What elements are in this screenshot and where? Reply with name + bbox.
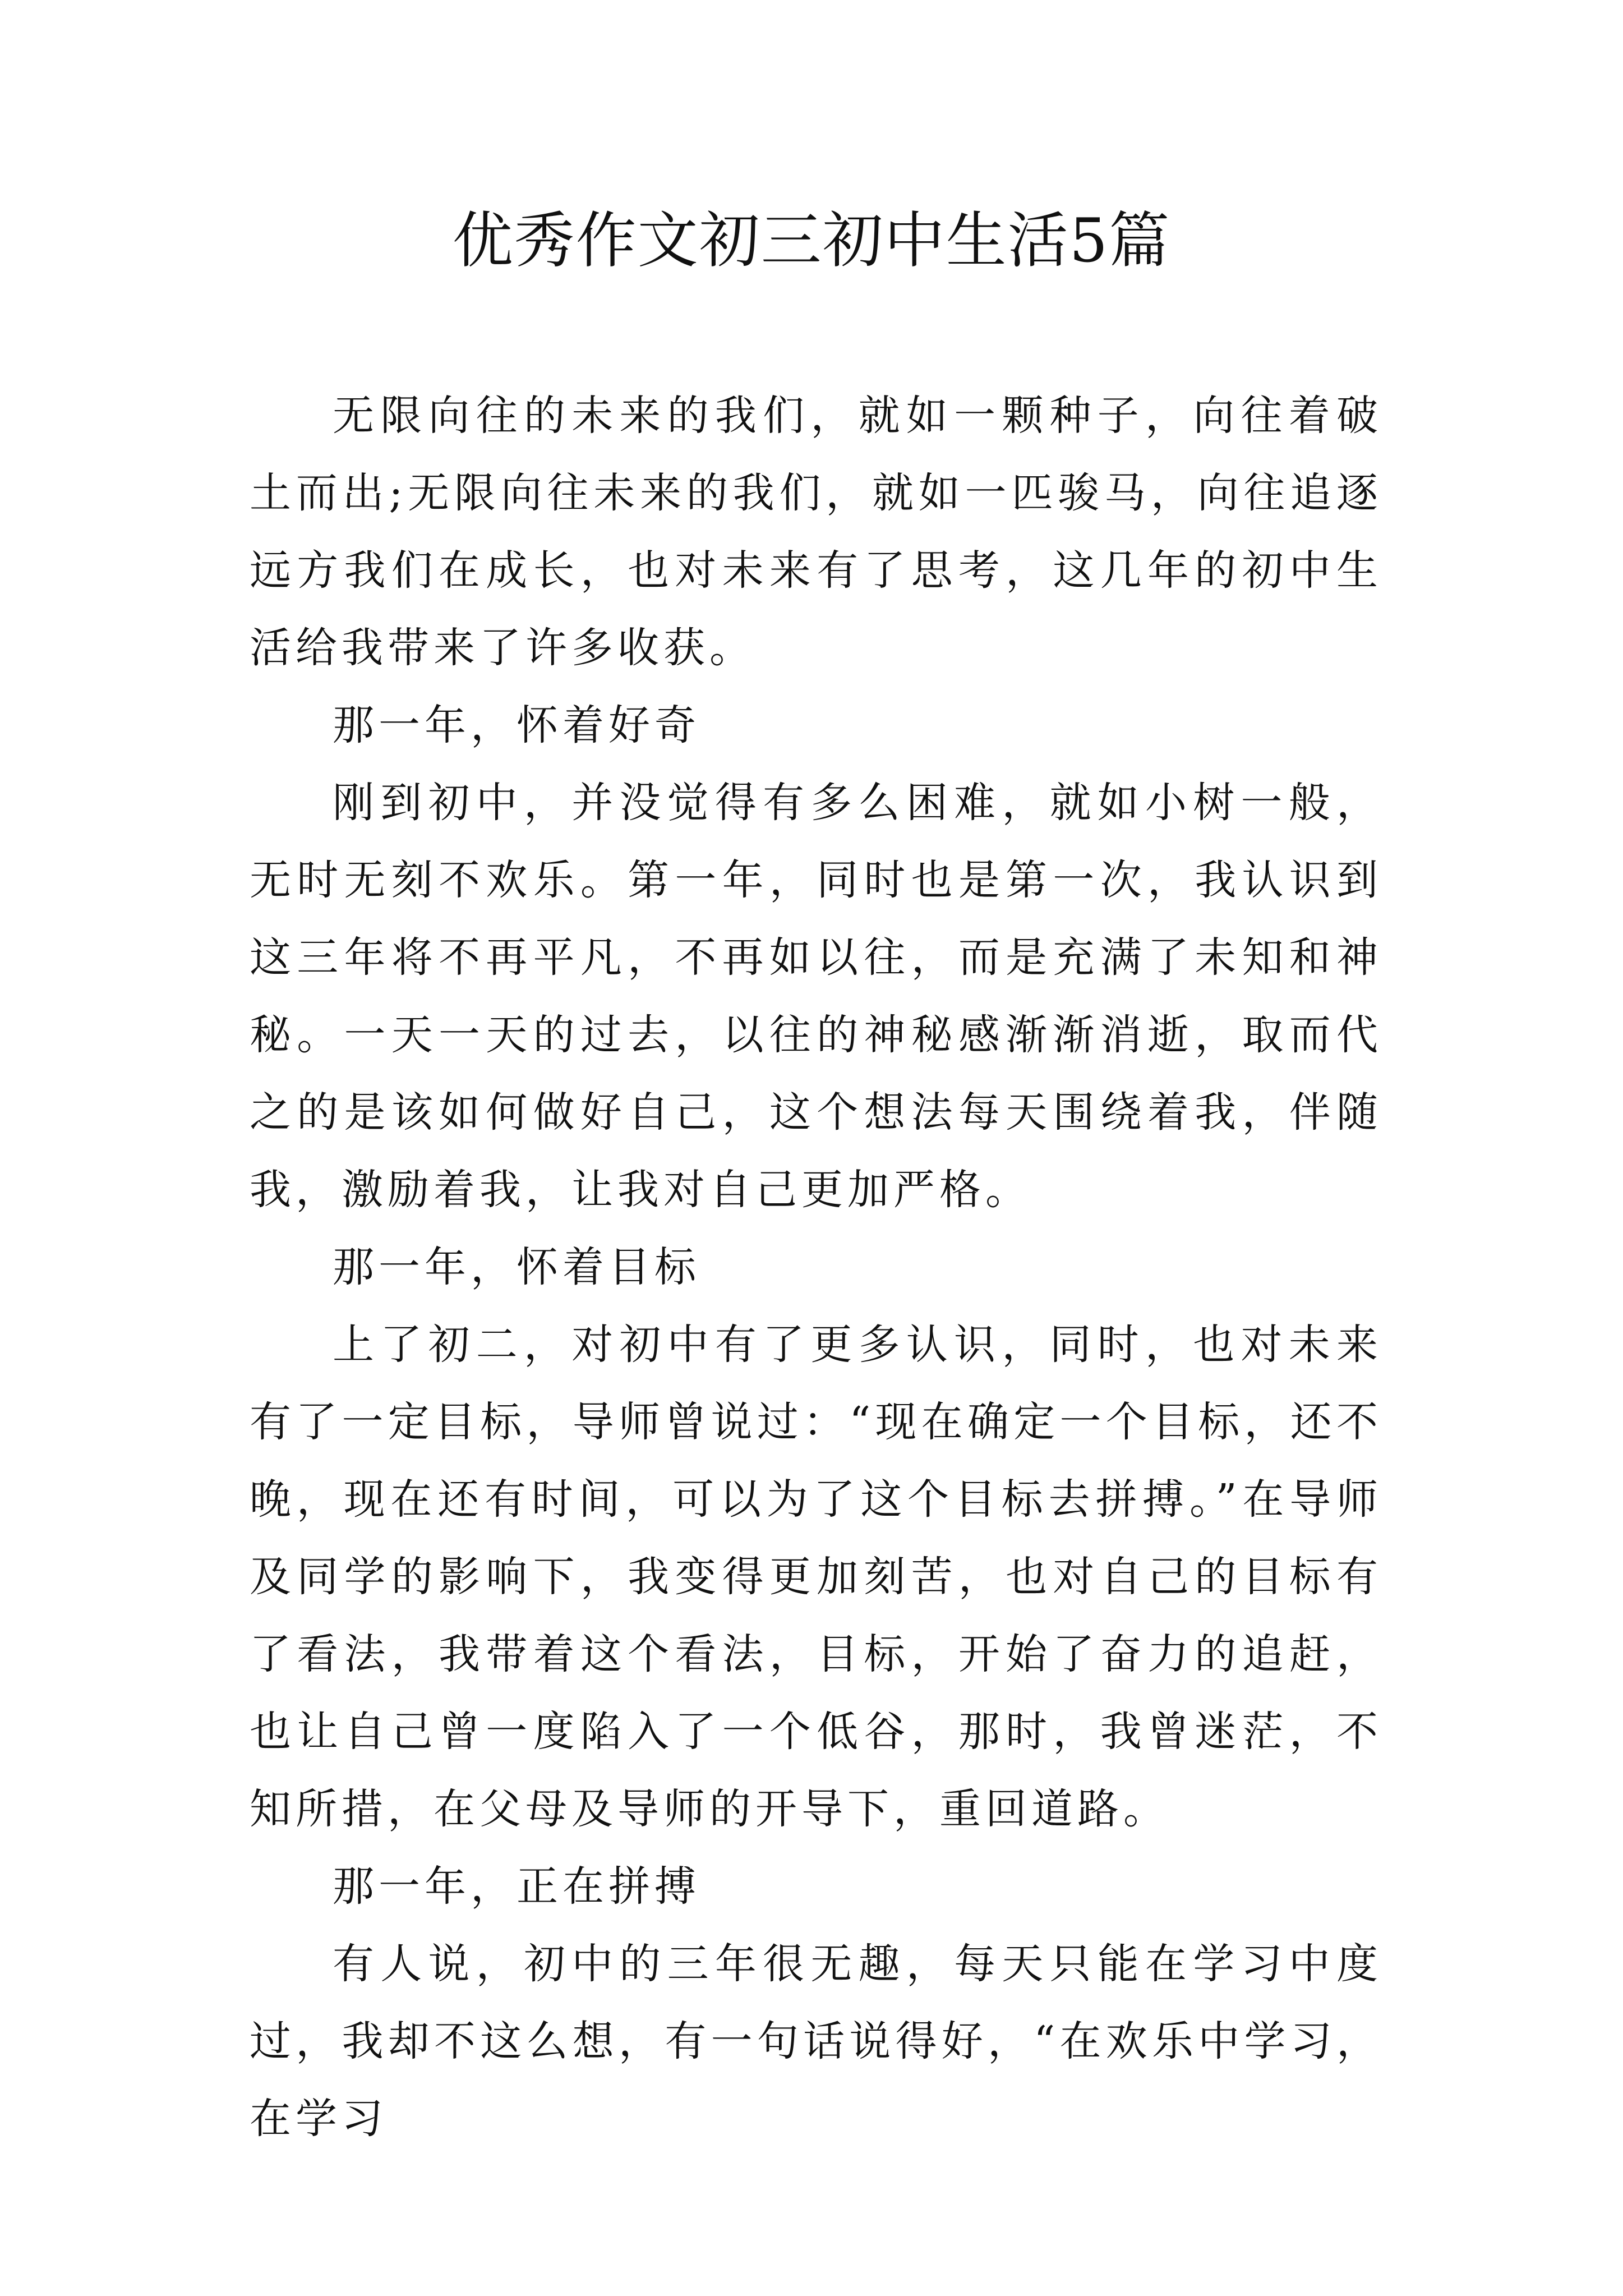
section-heading: 那一年，怀着好奇 — [333, 701, 700, 749]
section-heading: 那一年，正在拼搏 — [333, 1862, 700, 1911]
paragraph: 有人说，初中的三年很无趣，每天只能在学习中度过，我却不这么想，有一句话说得好，“在欢乐中学习，在学习 — [250, 1940, 1382, 2143]
paragraph: 无限向往的未来的我们，就如一颗种子，向往着破土而出;无限向往未来的我们，就如一匹骏马，向往追逐远方我们在成长，也对未来有了思考，这几年的初中生活给我带来了许多收获。 — [250, 392, 1382, 672]
paragraph: 上了初二，对初中有了更多认识，同时，也对未来有了一定目标，导师曾说过：“现在确定一个目标，还不晚，现在还有时间，可以为了这个目标去拼搏。”在导师及同学的影响下，我变得更加刻苦，也对自己的目标有了看法，我带着这个看法，目标，开始了奋力的追赶，也让自己曾一度陷入了一个低谷，那时，我曾迷茫，不知所措，在父母及导师的开导下，重回道路。 — [250, 1320, 1382, 1833]
section-heading: 那一年，怀着目标 — [333, 1243, 700, 1291]
document-body — [250, 377, 1382, 2157]
paragraph: 刚到初中，并没觉得有多么困难，就如小树一般，无时无刻不欢乐。第一年，同时也是第一次，我认识到这三年将不再平凡，不再如以往，而是充满了未知和神秘。一天一天的过去，以往的神秘感渐渐消逝，取而代之的是该如何做好自己，这个想法每天围绕着我，伴随我，激励着我，让我对自己更加严格。 — [250, 779, 1382, 1214]
document-title: 优秀作文初三初中生活5篇 — [452, 206, 1171, 276]
